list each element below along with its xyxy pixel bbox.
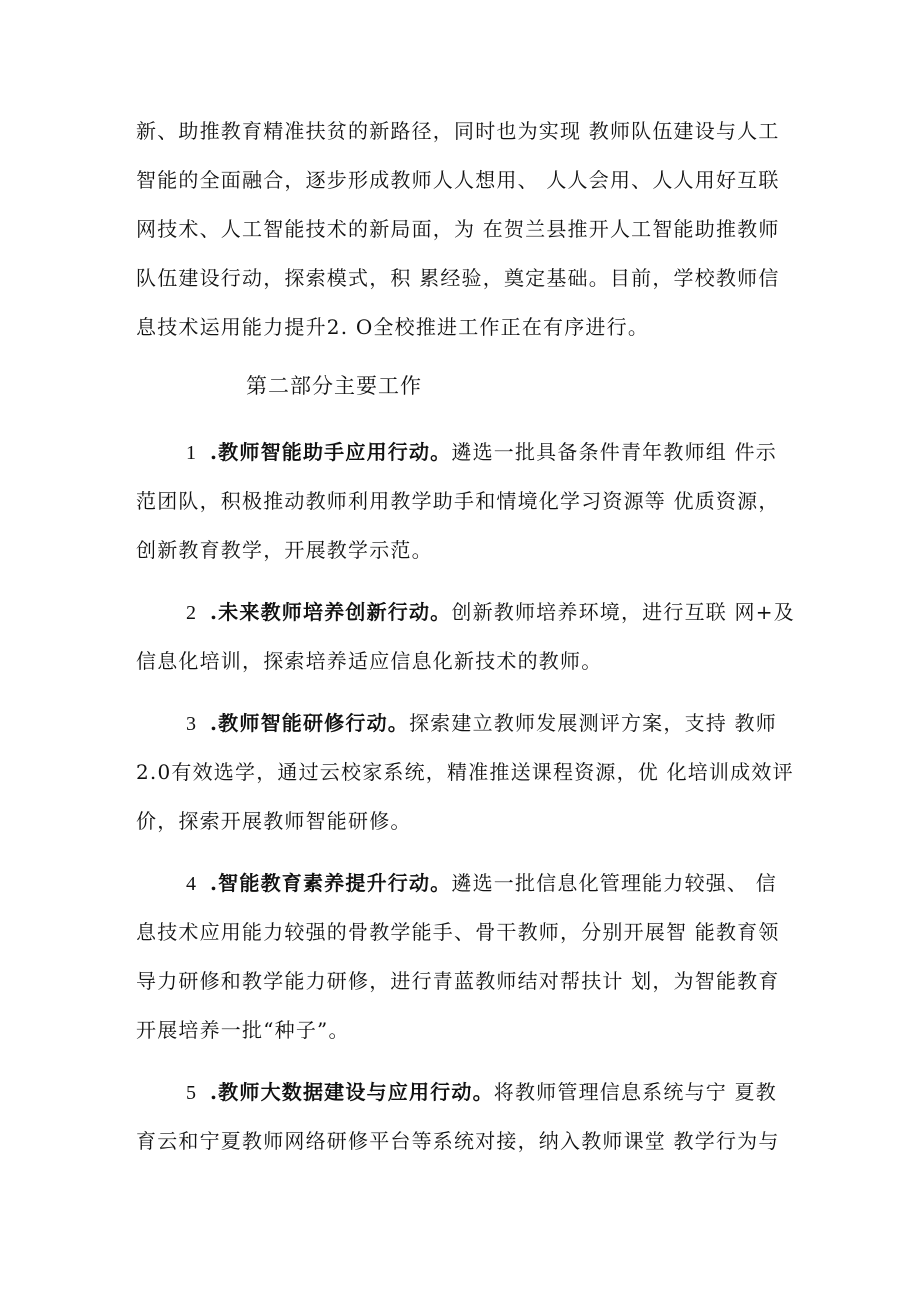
list-item-first-line	[136, 709, 796, 738]
intro-line: 队伍建设行动，探索模式，积 累经验，奠定基础。目前，学校教师信	[136, 266, 780, 290]
item-number: 1	[186, 442, 198, 464]
list-item-line: 2.0有效选学，通过云校家系统，精准推送课程资源，优 化培训成效评	[136, 760, 794, 784]
list-item-line: 信息化培训，探索培养适应信息化新技术的教师。	[136, 649, 603, 673]
item-title: .教师大数据建设与应用行动。	[210, 1080, 494, 1104]
list-item-line: 导力研修和教学能力研修，进行青蓝教师结对帮扶计 划，为智能教育	[136, 969, 780, 993]
item-title: .未来教师培养创新行动。	[210, 600, 452, 624]
list-item-first-line	[136, 869, 796, 898]
item-number: 4	[186, 873, 198, 895]
item-text: 将教师管理信息系统与宁 夏教	[493, 1080, 777, 1104]
list-item-first-line	[136, 1078, 796, 1107]
item-title: .智能教育素养提升行动。	[210, 871, 452, 895]
intro-line: 新、助推教育精准扶贫的新路径，同时也为实现 教师队伍建设与人工	[136, 119, 780, 143]
list-item-line: 创新教育教学，开展教学示范。	[136, 538, 433, 562]
item-title: .教师智能研修行动。	[210, 711, 409, 735]
item-text: 探索建立教师发展测评方案，支持 教师	[408, 711, 777, 735]
list-item-first-line	[136, 438, 796, 467]
item-title: .教师智能助手应用行动。	[210, 440, 452, 464]
intro-line: 智能的全面融合，逐步形成教师人人想用、 人人会用、人人用好互联	[136, 168, 780, 192]
item-text: 创新教师培养环境，进行互联 网+及	[451, 600, 795, 624]
intro-line: 息技术运用能力提升2. O全校推进工作正在有序进行。	[136, 315, 650, 339]
item-number: 2	[186, 602, 198, 624]
list-item-line: 范团队，积极推动教师利用教学助手和情境化学习资源等 优质资源，	[136, 489, 780, 513]
item-text: 遴选一批具备条件青年教师组 件示	[451, 440, 777, 464]
list-item-line: 价，探索开展教师智能研修。	[136, 809, 412, 833]
list-item-first-line	[136, 598, 796, 627]
list-item-line: 息技术应用能力较强的骨教学能手、骨干教师，分别开展智 能教育领	[136, 920, 780, 944]
list-item-line: 育云和宁夏教师网络研修平台等系统对接，纳入教师课堂 教学行为与	[136, 1129, 780, 1153]
item-number: 3	[186, 713, 198, 735]
item-text: 遴选一批信息化管理能力较强、 信	[451, 871, 777, 895]
section-heading: 第二部分主要工作	[246, 374, 422, 398]
intro-line: 网技术、人工智能技术的新局面，为 在贺兰县推开人工智能助推教师	[136, 217, 780, 241]
item-number: 5	[186, 1082, 198, 1104]
list-item-line: 开展培养一批“种子”。	[136, 1018, 350, 1042]
